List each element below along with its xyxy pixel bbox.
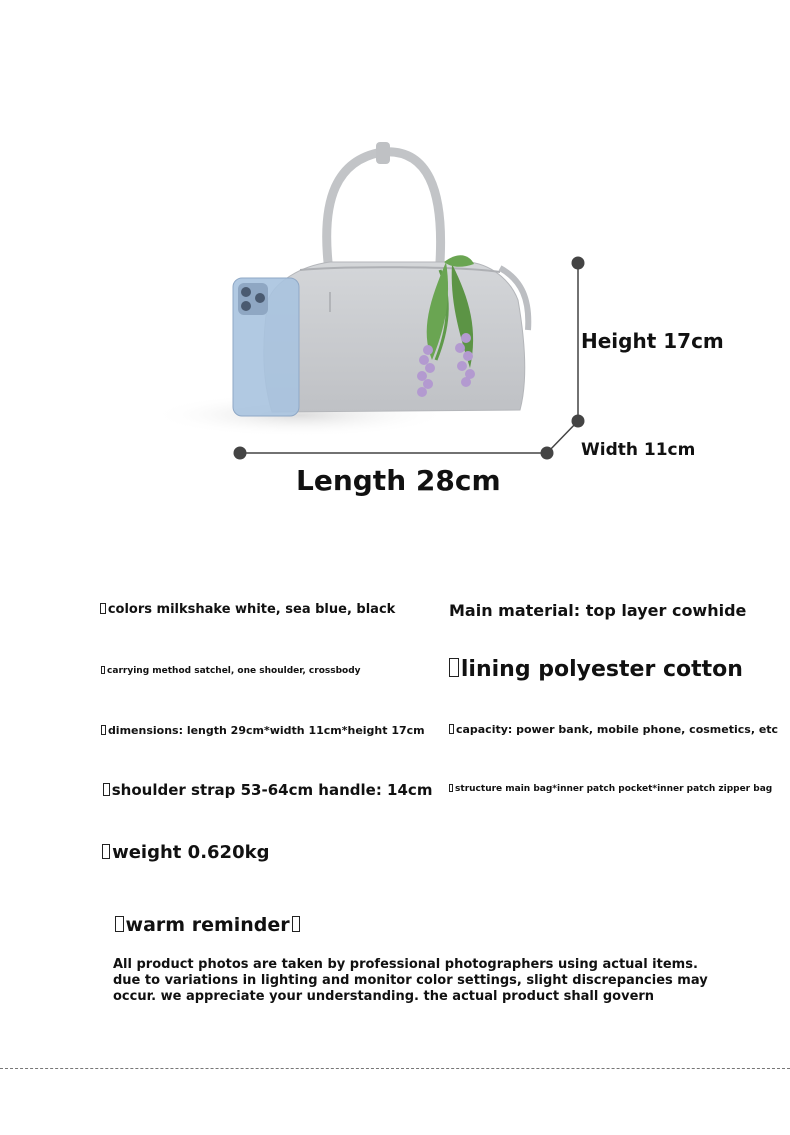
handle-loop — [376, 142, 390, 164]
height-label: Height 17cm — [581, 329, 724, 353]
bag-body — [264, 262, 525, 412]
spec-dimensions: dimensions: length 29cm*width 11cm*height 17cm — [101, 724, 425, 737]
reminder-line-1: All product photos are taken by professional photographers using actual items. — [113, 957, 698, 972]
missing-glyph-icon — [292, 916, 301, 932]
reminder-title: warm reminder — [115, 914, 302, 936]
length-label: Length 28cm — [296, 464, 501, 497]
missing-glyph-icon — [101, 725, 106, 734]
missing-glyph-icon — [100, 603, 106, 614]
spec-shoulder-strap: shoulder strap 53-64cm handle: 14cm — [103, 781, 432, 799]
spec-main-material: Main material: top layer cowhide — [449, 601, 747, 620]
missing-glyph-icon — [115, 916, 124, 932]
reminder-line-2: due to variations in lighting and monitor color settings, slight discrepancies may — [113, 973, 708, 988]
missing-glyph-icon — [449, 658, 459, 677]
spec-weight: weight 0.620kg — [102, 842, 269, 863]
phone — [233, 278, 299, 416]
reminder-body — [113, 957, 753, 1005]
missing-glyph-icon — [103, 783, 110, 796]
spec-capacity: capacity: power bank, mobile phone, cosmetics, etc — [449, 723, 778, 736]
reminder-line-3: occur. we appreciate your understanding. the actual product shall govern — [113, 989, 655, 1004]
length-marker — [234, 447, 554, 460]
missing-glyph-icon — [101, 666, 105, 674]
missing-glyph-icon — [449, 724, 454, 733]
spec-lining: lining polyester cotton — [449, 657, 743, 682]
spec-structure: structure main bag*inner patch pocket*inner patch zipper bag — [449, 784, 772, 794]
width-marker — [547, 415, 585, 454]
missing-glyph-icon — [102, 844, 110, 859]
missing-glyph-icon — [449, 784, 453, 792]
bag-handle — [327, 152, 441, 262]
dashed-divider — [0, 1068, 790, 1069]
spec-carrying-method: carrying method satchel, one shoulder, crossbody — [101, 666, 361, 676]
width-label: Width 11cm — [581, 440, 696, 460]
spec-colors: colors milkshake white, sea blue, black — [100, 602, 395, 617]
